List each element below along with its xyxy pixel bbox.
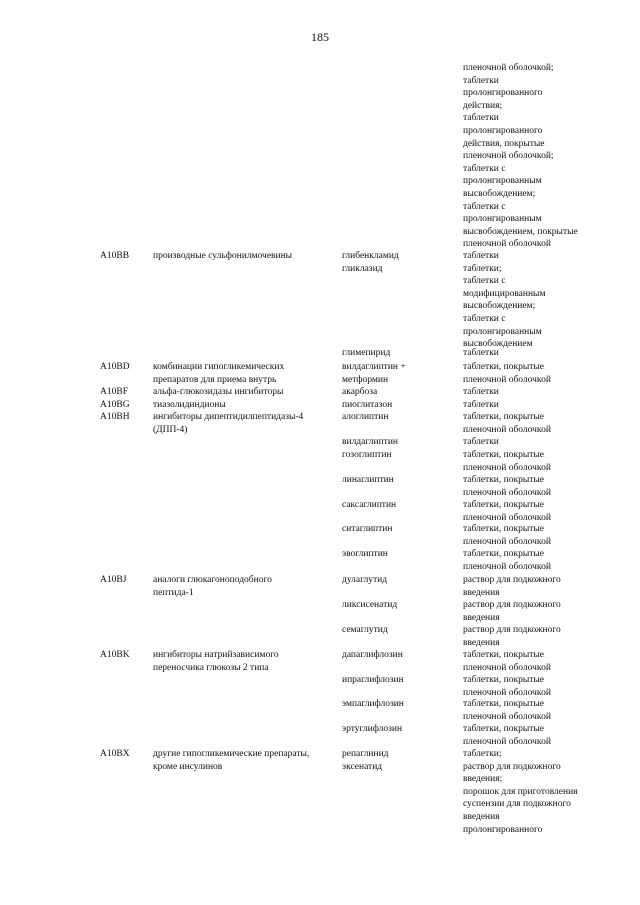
row-drug: эвоглиптин xyxy=(342,549,388,559)
row-code: A10BD xyxy=(100,362,130,372)
row-code: A10BK xyxy=(100,650,130,660)
continuation-form-cell: пленочной оболочкой; таблетки пролонгированного действия; таблетки пролонгированного действия, покрытые пленочной оболочкой; таблетки с пролонгированным высвобождением; таблетки с пролонгированным высвобождением, покрытые пленочной оболочкой xyxy=(463,63,578,250)
row-description: другие гипогликемические препараты, кроме инсулинов xyxy=(153,749,310,772)
row-dosage-form: таблетки, покрытые пленочной оболочкой xyxy=(463,675,551,698)
row-dosage-form: раствор для подкожного введения xyxy=(463,575,561,598)
row-dosage-form: таблетки xyxy=(463,400,499,410)
row-drug: алоглиптин xyxy=(342,412,389,422)
row-drug: линаглиптин xyxy=(342,475,394,485)
row-drug: ситаглиптин xyxy=(342,524,393,534)
page-number: 185 xyxy=(311,30,329,44)
row-code: A10BF xyxy=(100,387,128,397)
row-code: A10BG xyxy=(100,400,130,410)
row-description: альфа-глюкозидазы ингибиторы xyxy=(153,387,284,397)
row-description: ингибиторы натрийзависимого переносчика глюкозы 2 типа xyxy=(153,650,279,673)
row-dosage-form: раствор для подкожного введения xyxy=(463,625,561,648)
row-drug: глимепирид xyxy=(342,348,391,358)
row-code: A10BJ xyxy=(100,575,127,585)
row-dosage-form: таблетки xyxy=(463,387,499,397)
row-dosage-form: таблетки, покрытые пленочной оболочкой xyxy=(463,549,551,572)
row-dosage-form: таблетки, покрытые пленочной оболочкой xyxy=(463,724,551,747)
row-code: A10BH xyxy=(100,412,130,422)
row-dosage-form: таблетки, покрытые пленочной оболочкой xyxy=(463,475,551,498)
row-dosage-form: таблетки xyxy=(463,348,499,358)
row-drug: ликсисенатид xyxy=(342,600,398,610)
row-dosage-form: таблетки, покрытые пленочной оболочкой xyxy=(463,500,551,523)
row-dosage-form: таблетки таблетки; таблетки с модифицированным высвобождением; таблетки с пролонгированным высвобождением xyxy=(463,251,546,350)
row-drug: акарбоза xyxy=(342,387,378,397)
row-dosage-form: таблетки, покрытые пленочной оболочкой xyxy=(463,699,551,722)
row-description: комбинации гипогликемических препаратов для приема внутрь xyxy=(153,362,285,385)
row-drug: репаглинид эксенатид xyxy=(342,749,389,772)
row-dosage-form: таблетки xyxy=(463,437,499,447)
row-dosage-form: раствор для подкожного введения xyxy=(463,600,561,623)
row-dosage-form: таблетки, покрытые пленочной оболочкой xyxy=(463,650,551,673)
row-dosage-form: таблетки, покрытые пленочной оболочкой xyxy=(463,524,551,547)
row-drug: пиоглитазон xyxy=(342,400,393,410)
row-drug: ипраглифлозин xyxy=(342,675,404,685)
row-description: тиазолидиндионы xyxy=(153,400,226,410)
row-drug: саксаглиптин xyxy=(342,500,397,510)
row-drug: дапаглифлозин xyxy=(342,650,403,660)
row-dosage-form: таблетки, покрытые пленочной оболочкой xyxy=(463,450,551,473)
row-drug: глибенкламид гликлазид xyxy=(342,251,399,274)
row-dosage-form: таблетки, покрытые пленочной оболочкой xyxy=(463,362,551,385)
row-code: A10BX xyxy=(100,749,130,759)
row-description: ингибиторы дипептидилпептидазы-4 (ДПП-4) xyxy=(153,412,304,435)
row-drug: эртуглифлозин xyxy=(342,724,403,734)
row-drug: дулаглутид xyxy=(342,575,388,585)
row-drug: вилдаглиптин xyxy=(342,437,399,447)
row-dosage-form: таблетки; раствор для подкожного введения; порошок для приготовления суспензии для подкожного введения пролонгированного xyxy=(463,749,578,835)
row-code: A10BB xyxy=(100,251,130,261)
row-description: производные сульфонилмочевины xyxy=(153,251,293,261)
row-dosage-form: таблетки, покрытые пленочной оболочкой xyxy=(463,412,551,435)
row-drug: эмпаглифлозин xyxy=(342,699,404,709)
row-description: аналоги глюкагоноподобного пептида-1 xyxy=(153,575,272,598)
row-drug: вилдаглиптин + метформин xyxy=(342,362,406,385)
row-drug: гозоглиптин xyxy=(342,450,392,460)
row-drug: семаглутид xyxy=(342,625,388,635)
